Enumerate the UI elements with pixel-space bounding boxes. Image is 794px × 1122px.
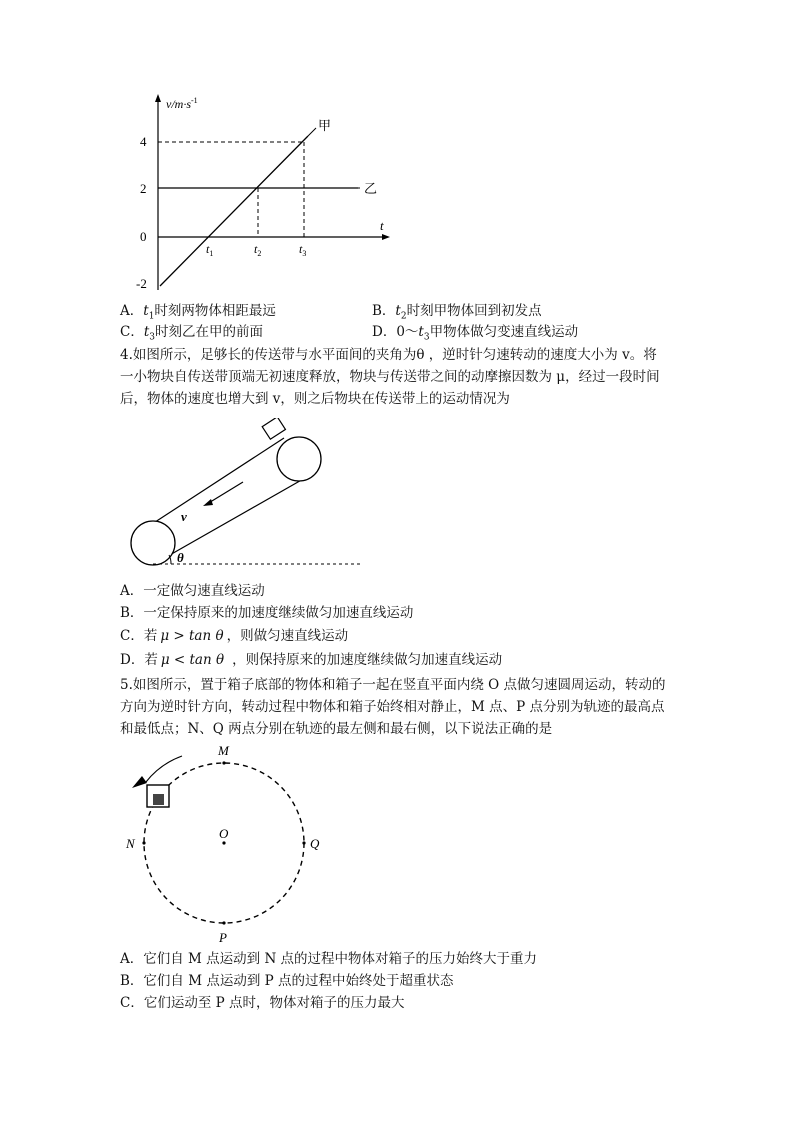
- q5-stem-line2: 方向为逆时针方向，转动过程中物体和箱子始终相对静止，M 点、P 点分别为轨迹的最高点: [120, 699, 665, 715]
- label-n: N: [126, 836, 135, 851]
- rotation-arrowhead: [132, 776, 147, 788]
- q3-option-c: [120, 323, 263, 347]
- x-axis-arrow: [382, 234, 390, 240]
- center-dot: [222, 841, 225, 844]
- q4-option-b: B．一定保持原来的加速度继续做匀加速直线运动: [120, 605, 414, 621]
- option-prefix: A．: [120, 303, 144, 319]
- q5-option-a: A．它们自 M 点运动到 N 点的过程中物体对箱子的压力始终大于重力: [120, 951, 538, 967]
- option-text: 甲物体做匀变速直线运动: [429, 324, 579, 340]
- circle-figure: [118, 742, 338, 952]
- y-tick-2: 2: [140, 181, 147, 196]
- option-math: μ < tan θ: [160, 652, 225, 668]
- option-sub: 2: [400, 311, 407, 322]
- y-tick-0: 0: [140, 229, 147, 244]
- option-sub: 3: [423, 332, 430, 343]
- conveyor-figure: [125, 418, 365, 573]
- option-var: t: [143, 324, 150, 340]
- option-text: 时刻甲物体回到初发点: [406, 303, 542, 319]
- pulley-bottom: [131, 521, 175, 565]
- q5-option-b: B．它们自 M 点运动到 P 点的过程中始终处于超重状态: [120, 973, 454, 989]
- y-tick-4: 4: [140, 134, 147, 149]
- pulley-top: [277, 437, 321, 481]
- option-prefix: B．: [372, 303, 396, 319]
- option-var: t: [395, 303, 401, 319]
- label-q: Q: [310, 836, 320, 851]
- y-axis-label: $v/m\cdot s^{-1}$: [166, 96, 198, 111]
- series-jia-line: [160, 136, 308, 286]
- belt-upper: [149, 438, 284, 526]
- point-m: [222, 761, 225, 764]
- x-tick-t1: $t_1$: [206, 242, 214, 258]
- q4-stem-line3: 后，物体的速度也增大到 v，则之后物块在传送带上的运动情况为: [120, 391, 510, 407]
- vt-graph: [130, 90, 400, 295]
- label-p: P: [219, 930, 227, 945]
- series-jia-label: 甲: [318, 118, 332, 133]
- q5-option-c: C．它们运动至 P 点时，物体对箱子的压力最大: [120, 995, 405, 1011]
- velocity-arrowhead: [203, 499, 213, 506]
- q4-option-d: [120, 651, 502, 669]
- option-pre: 0～: [396, 324, 419, 340]
- velocity-label: v: [181, 509, 187, 524]
- y-axis-arrow: [155, 94, 161, 102]
- q3-option-d: [372, 323, 578, 347]
- option-var: t: [143, 303, 149, 319]
- q4-option-a: A．一定做匀速直线运动: [120, 583, 265, 599]
- series-jia-leader: [308, 128, 316, 136]
- option-sub: 1: [148, 311, 155, 322]
- label-m: M: [218, 743, 229, 758]
- y-tick-neg2: -2: [136, 276, 147, 291]
- option-prefix: D．: [372, 324, 397, 340]
- angle-label: θ: [177, 550, 184, 565]
- object: [153, 794, 164, 805]
- q5-stem-line3: 和最低点；N、Q 两点分别在轨迹的最左侧和最右侧，以下说法正确的是: [120, 721, 553, 737]
- q4-stem-line1: 4.如图所示，足够长的传送带与水平面间的夹角为θ ，逆时针匀速转动的速度大小为 v。将: [120, 347, 657, 363]
- point-p: [222, 921, 225, 924]
- x-tick-t3: $t_3$: [299, 242, 307, 258]
- series-yi-label: 乙: [364, 181, 378, 196]
- x-tick-t2: $t_2$: [254, 242, 262, 258]
- option-prefix: D．若: [120, 652, 158, 668]
- block: [262, 418, 285, 439]
- q4-stem-line2: 一小物块自传送带顶端无初速度释放，物块与传送带之间的动摩擦因数为 μ，经过一段时间: [120, 369, 660, 385]
- option-var: t: [418, 324, 424, 340]
- option-text: 时刻乙在甲的前面: [155, 324, 264, 340]
- q5-stem-line1: 5.如图所示，置于箱子底部的物体和箱子一起在竖直平面内绕 O 点做匀速圆周运动，转动的: [120, 677, 666, 693]
- q4-option-c: [120, 627, 348, 645]
- option-prefix: C．: [120, 324, 144, 340]
- point-n: [142, 841, 145, 844]
- option-prefix: C．若: [120, 628, 158, 644]
- option-text: 时刻两物体相距最远: [154, 303, 276, 319]
- option-text: ，则保持原来的加速度继续做匀加速直线运动: [232, 652, 503, 668]
- point-q: [302, 841, 305, 844]
- option-text: ，则做匀速直线运动: [226, 628, 349, 644]
- label-o: O: [219, 826, 229, 841]
- option-math: μ > tan θ: [160, 628, 224, 644]
- x-axis-label: t: [380, 218, 384, 233]
- option-sub: 3: [149, 332, 156, 343]
